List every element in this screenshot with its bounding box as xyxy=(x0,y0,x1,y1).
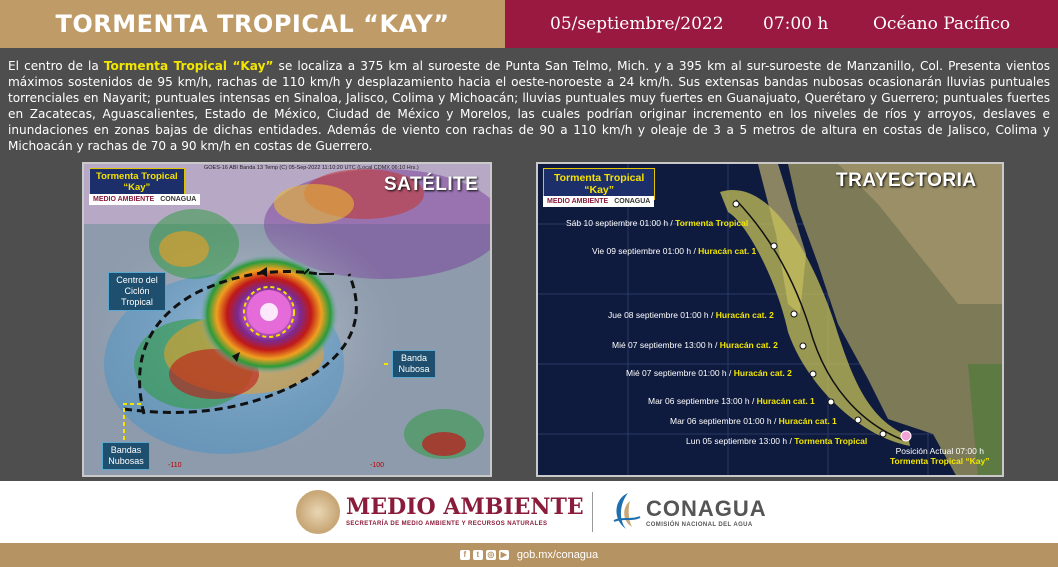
satellite-tag: SATÉLITE xyxy=(384,174,479,195)
track-time: Mar 06 septiembre 01:00 h / xyxy=(670,416,779,426)
track-time: Sáb 10 septiembre 01:00 h / xyxy=(566,218,676,228)
track-point-label xyxy=(626,368,792,378)
satellite-logo-ma: MEDIO AMBIENTE xyxy=(93,196,155,203)
track-point-label xyxy=(608,310,774,320)
footer-ma-title: MEDIO AMBIENTE xyxy=(346,494,584,520)
track-status: Tormenta Tropical xyxy=(794,436,868,446)
current-position-time: Posición Actual 07:00 h xyxy=(895,446,984,456)
header-title-bar xyxy=(0,0,505,48)
footer-ma-subtitle: SECRETARÍA DE MEDIO AMBIENTE Y RECURSOS NATURALES xyxy=(346,521,548,527)
header-info-bar xyxy=(505,0,1058,48)
trajectory-legend-line1: Tormenta Tropical xyxy=(554,172,645,184)
track-time: Jue 08 septiembre 01:00 h / xyxy=(608,310,716,320)
bulletin-intro: El centro de la xyxy=(8,59,104,73)
satellite-image xyxy=(84,164,492,477)
track-point-label xyxy=(670,416,837,426)
storm-name-highlight: Tormenta Tropical “Kay” xyxy=(103,59,274,73)
trajectory-logos xyxy=(543,196,654,207)
trajectory-panel xyxy=(536,162,1004,477)
track-point-label xyxy=(566,218,748,228)
trajectory-map xyxy=(538,164,1004,477)
track-status: Huracán cat. 1 xyxy=(698,246,757,256)
bulletin-time: 07:00 h xyxy=(763,14,829,34)
bulletin-text xyxy=(8,58,1050,154)
current-position-status: Tormenta Tropical “Kay” xyxy=(890,456,990,466)
instagram-icon[interactable]: ◎ xyxy=(487,550,495,559)
label-cloud-band: Banda Nubosa xyxy=(392,350,436,378)
track-status: Huracán cat. 2 xyxy=(733,368,792,378)
trajectory-logo-cg: CONAGUA xyxy=(614,198,651,205)
track-point-label xyxy=(686,436,867,446)
satellite-legend-line1: Tormenta Tropical xyxy=(96,171,178,182)
coord-label-right: -100 xyxy=(370,462,385,469)
satellite-logo-cg: CONAGUA xyxy=(160,196,197,203)
label-cyclone-center: Centro del Ciclón Tropical xyxy=(108,272,166,311)
mexico-seal-icon xyxy=(296,490,340,534)
footer-cg-subtitle: COMISIÓN NACIONAL DEL AGUA xyxy=(646,522,753,528)
track-time: Mié 07 septiembre 01:00 h / xyxy=(626,368,734,378)
social-icons xyxy=(460,550,509,560)
track-point-label xyxy=(612,340,778,350)
track-status: Huracán cat. 1 xyxy=(756,396,815,406)
track-point-label xyxy=(592,246,756,256)
track-status: Huracán cat. 2 xyxy=(715,310,774,320)
footer-divider xyxy=(592,492,593,532)
footer-cg-title: CONAGUA xyxy=(646,496,767,521)
footer-url-bar xyxy=(0,543,1058,567)
trajectory-legend-line2: “Kay” xyxy=(584,184,614,196)
satellite-panel xyxy=(82,162,492,477)
track-status: Tormenta Tropical xyxy=(675,218,749,228)
page-title: TORMENTA TROPICAL “KAY” xyxy=(55,10,450,38)
track-point-label xyxy=(648,396,815,406)
trajectory-tag: TRAYECTORIA xyxy=(836,170,977,191)
satellite-caption: GOES-16 ABI Banda 13 Temp (C) 05-Sep-2022 11:10:20 UTC (Local CDMX 06:10 Hrs.) xyxy=(204,165,419,171)
bulletin-body: se localiza a 375 km al suroeste de Punta San Telmo, Mich. y a 395 km al sur-suroeste de Manzanillo, Col. Presenta vientos máximos sostenidos de 95 km/h, rachas de 110 km/h y desplazamiento hacia el oeste-noroeste a 24 km/h. Sus extensas bandas nubosas ocasionarán lluvias puntuales torrenciales en Nayarit; puntuales intensas en Sinaloa, Jalisco, Colima y Michoacán; lluvias puntuales muy fuertes en Guanajuato, Querétaro y Guerrero; puntuales fuertes en Zacatecas, Aguascalientes, Estado de México, Ciudad de México y Morelos, las cuales podrían originar incremento en los niveles de ríos y arroyos, deslaves e inundaciones en zonas bajas de dichas entidades. Además de viento con rachas de 90 a 110 km/h y oleaje de 3 a 5 metros de altura en costas de Jalisco, Colima y Michoacán y rachas de 70 a 90 km/h en costas de Guerrero. xyxy=(8,59,1051,153)
track-status: Huracán cat. 2 xyxy=(719,340,778,350)
bulletin-date: 05/septiembre/2022 xyxy=(550,14,724,34)
conagua-logo-icon xyxy=(608,491,642,531)
track-time: Lun 05 septiembre 13:00 h / xyxy=(686,436,795,446)
track-time: Mar 06 septiembre 13:00 h / xyxy=(648,396,757,406)
current-position-label xyxy=(890,446,990,466)
satellite-logos xyxy=(89,194,200,205)
trajectory-logo-ma: MEDIO AMBIENTE xyxy=(547,198,609,205)
ocean-name: Océano Pacífico xyxy=(873,14,1011,34)
satellite-legend-line2: “Kay” xyxy=(123,182,151,193)
twitter-icon[interactable]: t xyxy=(473,550,483,560)
track-time: Vie 09 septiembre 01:00 h / xyxy=(592,246,699,256)
coord-label-left: -110 xyxy=(168,462,182,469)
facebook-icon[interactable]: f xyxy=(460,550,470,560)
satellite-legend xyxy=(89,168,185,196)
track-time: Mié 07 septiembre 13:00 h / xyxy=(612,340,720,350)
track-status: Huracán cat. 1 xyxy=(778,416,837,426)
label-cloud-bands: Bandas Nubosas xyxy=(102,442,150,470)
footer-url-link[interactable]: gob.mx/conagua xyxy=(516,549,599,561)
youtube-icon[interactable]: ▶ xyxy=(500,550,507,559)
